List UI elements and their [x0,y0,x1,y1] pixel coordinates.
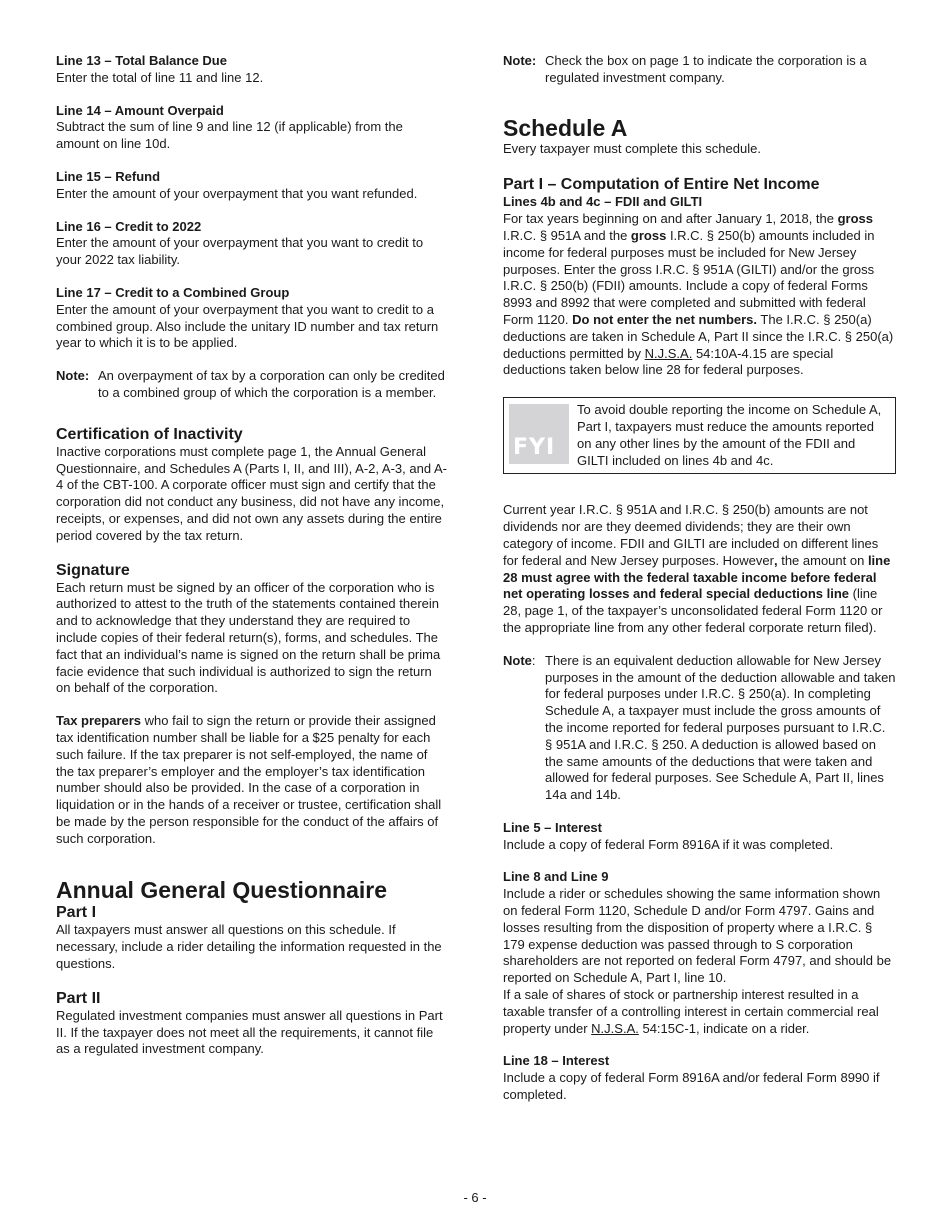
signature-heading: Signature [56,561,130,579]
ric-note [503,53,896,87]
bold-run: line 28 must agree with the federal taxable income before federal net operating losses and federal special deductions line [503,552,891,602]
line14-section [56,103,448,153]
line13-text: Enter the total of line 11 and line 12. [56,69,264,85]
text-run: If a sale of shares of stock or partnership interest resulted in a taxable transfer of a controlling interest in certain commercial real property under [503,987,879,1036]
tax-preparers-body: who fail to sign the return or provide their assigned tax identification number shall be liable for a $25 penalty for each such failure. If the tax preparer is not self-employed, the name of the tax preparer’s employer and the employer’s tax identification number should also be provided. In the case of a corporation in liquidation or in the hands of a receiver or trustee, certification shall be made by the person responsible for the conduct of the affairs of such corporation. [56,713,442,846]
bold-run: Do not enter the net numbers. [572,311,758,327]
note-text: An overpayment of tax by a corporation can only be credited to a combined group of which the corporation is a member. [98,368,445,400]
note-label-word: Note [503,652,532,668]
line13-heading: Line 13 – Total Balance Due [56,53,227,68]
lines-4b-4c-text [503,211,896,379]
line14-text: Subtract the sum of line 9 and line 12 (if applicable) from the amount on line 10d. [56,119,403,152]
line18-heading: Line 18 – Interest [503,1053,610,1069]
schedule-a-section [503,115,896,158]
line8-9-text-2 [503,987,896,1037]
line15-heading: Line 15 – Refund [56,168,161,184]
agq-part2-heading: Part II [56,989,101,1007]
current-year-paragraph [503,502,896,636]
tax-preparers-bold: Tax preparers [56,713,142,729]
part1-section [503,175,896,379]
certification-section [56,425,448,545]
schedule-a-title: Schedule A [503,114,628,141]
lines-4b-4c-heading: Lines 4b and 4c – FDII and GILTI [503,194,703,210]
schedule-a-text: Every taxpayer must complete this schedule. [503,140,761,156]
note-label-colon: : [531,652,536,668]
line15-text: Enter the amount of your overpayment that you want refunded. [56,185,418,201]
text-run: 54:10A-4.15 are special deductions taken below line 28 for federal purposes. [503,345,834,378]
agq-part2-text: Regulated investment companies must answer all questions in Part II. If the taxpayer does not meet all the requirements, it cannot file as a regulated investment company. [56,1007,443,1057]
fyi-text: To avoid double reporting the income on Schedule A, Part I, taxpayers must reduce the amounts reported on any other lines by the amount of the FDII and GILTI included on lines 4b and 4c. [577,402,882,468]
deduction-note [503,653,896,804]
text-run: (line 28, page 1, of the taxpayer’s unconsolidated federal Form 1120 or the appropriate line from any other federal corporate return filed). [503,586,883,635]
tax-preparers-paragraph [56,713,448,847]
certification-text: Inactive corporations must complete page 1, the Annual General Questionnaire, and Schedules A (Parts I, II, and III), A-2, A-3, and A-4 of the CBT-100. A corporate officer must sign and certify that the corporation did not conduct any business, did not have any income, receipts, or expenses, and did not own any assets during the entire period covered by the tax return. [56,443,447,543]
line17-text: Enter the amount of your overpayment that you want to credit to a combined group. Also include the unitary ID number and tax return year to which it is to be applied. [56,301,439,351]
bold-run: gross [630,227,667,243]
text-run: I.R.C. § 951A and the [503,227,631,243]
text-run: the amount on [777,552,868,568]
line5-section [503,820,896,854]
line17-section [56,285,448,352]
bold-run: gross [837,211,874,227]
njsa-citation: N.J.S.A. [591,1020,639,1036]
certification-heading: Certification of Inactivity [56,425,243,443]
note-label [503,653,545,804]
line16-heading: Line 16 – Credit to 2022 [56,218,202,234]
page-number: - 6 - [463,1190,487,1205]
overpayment-note [56,368,448,402]
part1-heading: Part I – Computation of Entire Net Income [503,176,820,194]
text-run: I.R.C. § 250(b) amounts included in income for federal purposes must be included for New Jersey purposes. Enter the gross I.R.C. § 951A (GILTI) and/or the gross I.R.C. § 250(b) (FDII) amounts. Include a copy of federal Forms 8993 and 8992 that were completed and submitted with federal Form 1120. [503,227,875,327]
tax-preparers-text [56,713,448,847]
text-run: Current year I.R.C. § 951A and I.R.C. § 250(b) amounts are not dividends nor are they deemed dividends; they are their own category of income. FDII and GILTI are included on different lines for federal and New Jersey purposes. However [503,502,879,568]
fyi-icon [509,404,569,464]
left-column [56,53,448,1058]
agq-part1-text: All taxpayers must answer all questions on this schedule. If necessary, include a rider detailing the information requested in the questions. [56,922,442,972]
note-label: Note: [56,368,90,384]
text-run: The I.R.C. § 250(a) deductions are taken in Schedule A, Part II since the I.R.C. § 250(a) deductions permitted by [503,311,894,361]
line5-text: Include a copy of federal Form 8916A if it was completed. [503,836,834,852]
fyi-box [503,397,896,474]
njsa-citation: N.J.S.A. [644,345,693,361]
note-text: Check the box on page 1 to indicate the corporation is a regulated investment company. [545,53,867,85]
agq-part1-heading: Part I [56,904,97,922]
line18-text: Include a copy of federal Form 8916A and/or federal Form 8990 if completed. [503,1070,880,1103]
line17-heading: Line 17 – Credit to a Combined Group [56,284,290,300]
note-label: Note: [503,53,537,68]
signature-text: Each return must be signed by an officer of the corporation who is authorized to attest to the truth of the statements contained therein and to acknowledge that they understand they are required to include copies of their federal return(s), forms, and schedules. The fact that an individual’s name is signed on the return shall be prima facie evidence that such individual is authorized to sign the return on behalf of the corporation. [56,579,441,696]
fyi-icon-label: FYI [513,435,556,461]
line16-section [56,219,448,269]
text-run: 54:15C-1, indicate on a rider. [638,1020,810,1036]
line16-text: Enter the amount of your overpayment that you want to credit to your 2022 tax liability. [56,235,424,268]
line18-section [503,1053,896,1103]
bold-run: , [773,552,778,568]
line8-9-text: Include a rider or schedules showing the same information shown on federal Form 1120, Schedule D and/or Form 4797. Gains and losses resulting from the disposition of property where a I.R.C. § 179 expense deduction was passed through to S corporation shareholders are not reported on federal Form 4797, and should be reported on Schedule A, Part I, line 10. [503,886,892,986]
signature-section [56,561,448,698]
line15-section [56,169,448,203]
line8-9-heading: Line 8 and Line 9 [503,869,609,885]
agq-section [56,877,448,1058]
line14-heading: Line 14 – Amount Overpaid [56,102,224,118]
right-column [503,53,896,1104]
text-run: For tax years beginning on and after January 1, 2018, the [503,211,838,227]
line8-9-section [503,869,896,1037]
note-text: There is an equivalent deduction allowable for New Jersey purposes in the amount of the deduction allowable and taken for federal purposes under I.R.C. § 250(a). In completing Schedule A, a taxpayer must include the gross amounts of the income reported for federal purposes pursuant to I.R.C. § 951A and I.R.C. § 250. A deduction is allowed based on the same amounts of the deductions that were taken and allowed for federal purposes. See Schedule A, Part II, lines 14a and 14b. [545,652,896,803]
line13-section [56,53,448,87]
line5-heading: Line 5 – Interest [503,819,602,835]
agq-title: Annual General Questionnaire [56,877,388,904]
